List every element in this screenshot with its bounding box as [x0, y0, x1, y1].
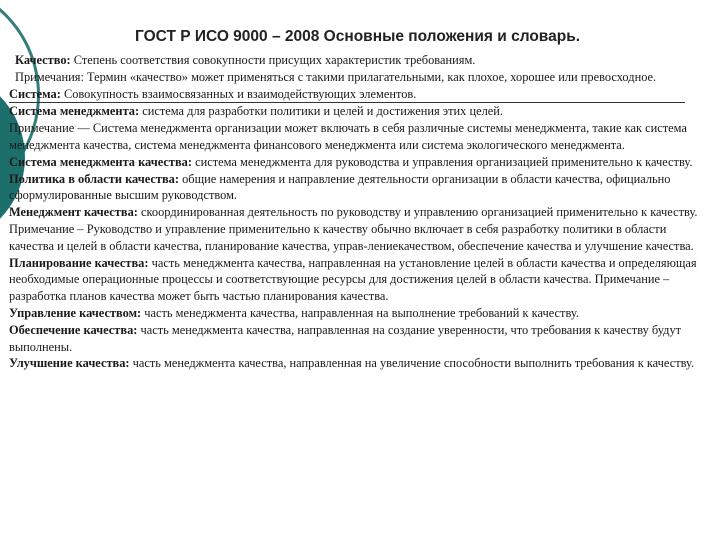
definition-text: часть менеджмента качества, направленная на создание уверенности, что требования к качеству будут выполнены.	[9, 322, 682, 354]
definition-quality-assurance	[9, 322, 714, 356]
definition-system	[9, 86, 714, 104]
note-text: Примечание – Руководство и управление применительно к качеству обычно включает в себя разработку политики в области качества и целей в области качества, планирование качества, управ-лениекачеством, обеспечение качества и улучшение качества.	[9, 221, 694, 253]
note-quality	[9, 69, 714, 86]
note-text: Примечание — Система менеджмента организации может включать в себя различные системы менеджмента, такие как система менеджмента качества, система менеджмента финансового менеджмента или система экологического менеджмента.	[9, 121, 687, 152]
term-label: Менеджмент качества:	[9, 205, 138, 220]
definition-text: скоординированная деятельность по руководству и управлению организацией применительно к качеству.	[137, 205, 698, 220]
definition-text: система менеджмента для руководства и управления организацией применительно к качеству.	[192, 154, 693, 169]
definition-text: общие намерения и направление деятельности организации в области качества, официально сформулированные высшим руководством.	[9, 171, 671, 203]
definition-text: Степень соответствия совокупности присущих характеристик требованиям.	[70, 53, 476, 67]
note-management-system	[9, 120, 714, 154]
term-label: Качество:	[15, 53, 71, 67]
definition-text: система для разработки политики и целей и достижения этих целей.	[139, 104, 503, 119]
definition-quality	[9, 52, 714, 69]
term-label: Планирование качества:	[9, 255, 149, 270]
definitions-body	[9, 52, 714, 372]
definition-management-system	[9, 103, 714, 120]
definition-text: часть менеджмента качества, направленная на выполнение требований к качеству.	[141, 305, 579, 320]
definition-text: часть менеджмента качества, направленная на установление целей в области качества и определяющая необходимые операционные процессы и соответствующие ресурсы для достижения целей в области качества. Примечание – разработка планов качества может быть частью планирования качества.	[9, 255, 697, 304]
definition-quality-control	[9, 305, 714, 322]
definition-qms	[9, 154, 714, 171]
definition-quality-management	[9, 204, 714, 221]
note-text: Примечания: Термин «качество» может применяться с такими прилагательными, как плохое, хорошее или превосходное.	[15, 69, 657, 84]
term-label: Система менеджмента качества:	[9, 154, 192, 169]
note-quality-management	[9, 221, 714, 255]
definition-text: Совокупность взаимосвязанных и взаимодействующих элементов.	[60, 86, 417, 101]
page-title: ГОСТ Р ИСО 9000 – 2008 Основные положения и словарь.	[135, 28, 581, 45]
term-label: Обеспечение качества:	[9, 322, 138, 337]
term-label: Управление качеством:	[9, 305, 142, 320]
definition-quality-improvement	[9, 355, 714, 372]
term-label: Улучшение качества:	[9, 356, 130, 371]
definition-quality-planning	[9, 255, 714, 305]
definition-text: часть менеджмента качества, направленная на увеличение способности выполнить требования к качеству.	[129, 356, 695, 371]
term-label: Система менеджмента:	[9, 104, 140, 119]
definition-quality-policy	[9, 171, 714, 205]
term-label: Система:	[9, 86, 61, 101]
term-label: Политика в области качества:	[9, 171, 179, 186]
